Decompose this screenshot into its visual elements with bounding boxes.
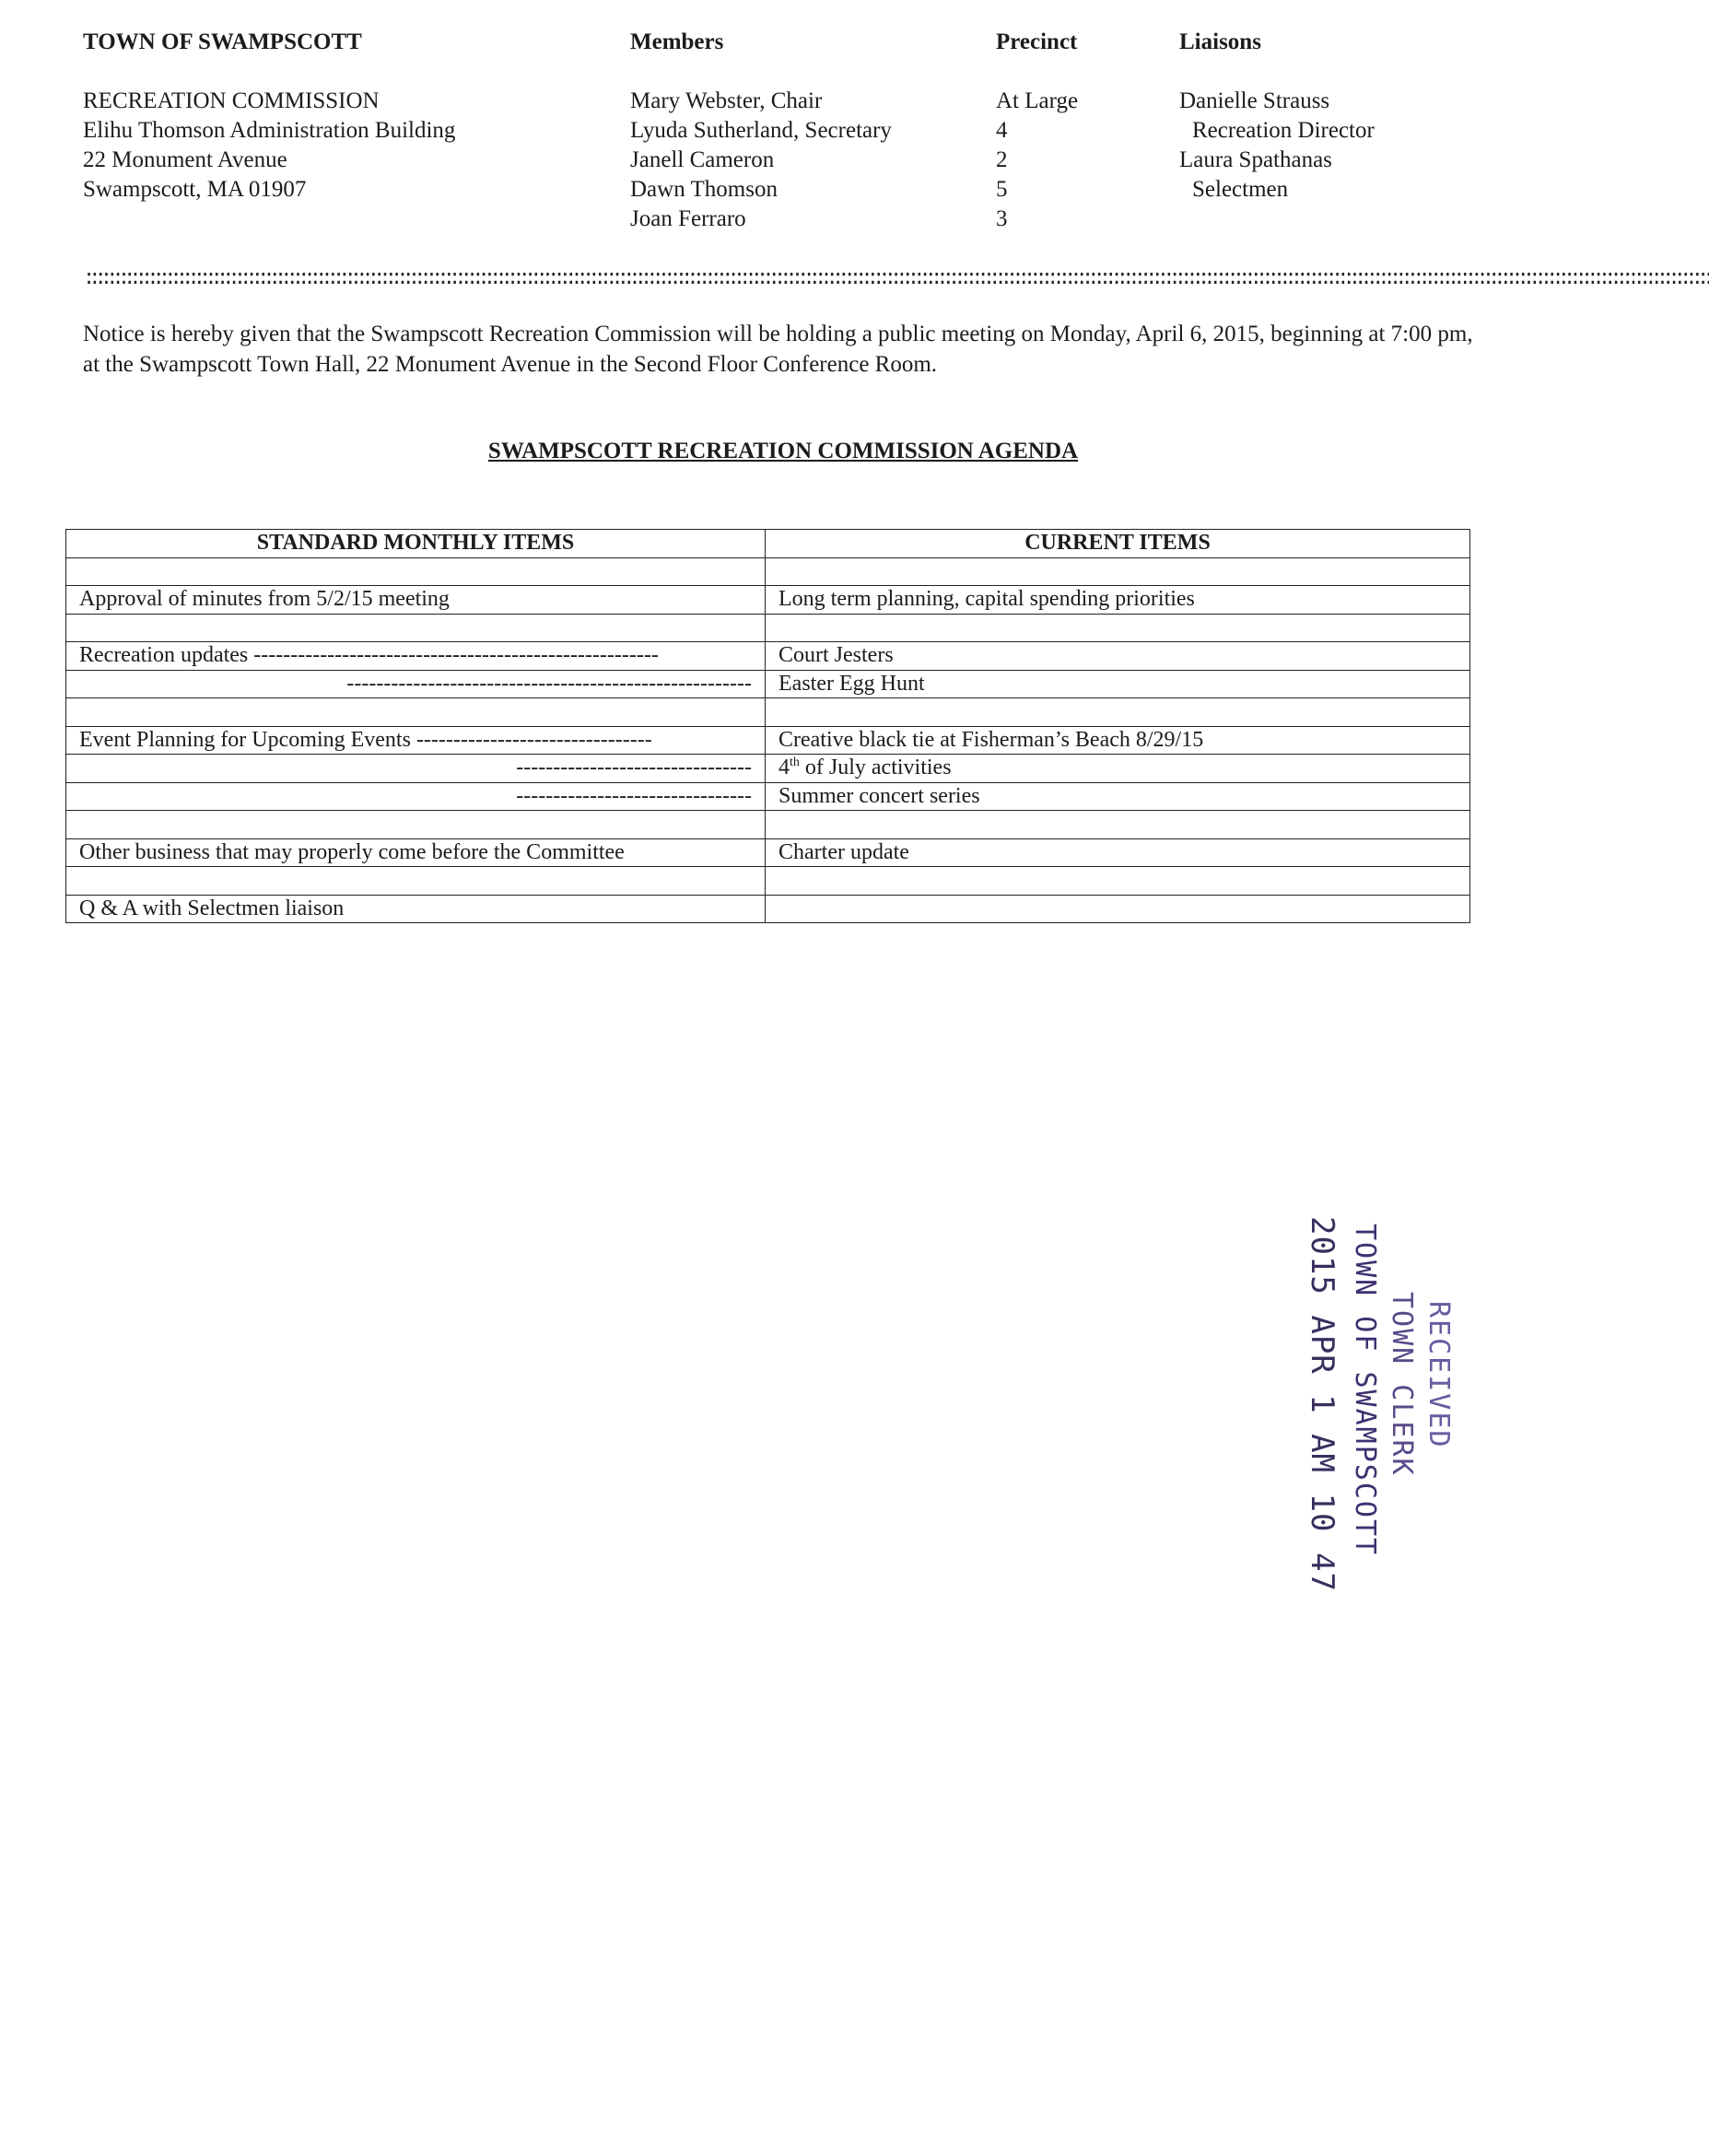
stamp-line: 2015 APR 1 AM 10 47 (1304, 1216, 1340, 1592)
header-liaisons (1179, 28, 1474, 205)
table-row (66, 782, 1470, 811)
town-name: TOWN OF SWAMPSCOTT (83, 29, 362, 54)
table-row (66, 755, 1470, 783)
member-name: Lyuda Sutherland, Secretary (630, 118, 892, 143)
current-item: Long term planning, capital spending priorities (766, 586, 1470, 615)
current-item (766, 895, 1470, 923)
current-item (766, 755, 1470, 783)
standard-item: Approval of minutes from 5/2/15 meeting (66, 586, 766, 615)
table-row (66, 867, 1470, 896)
table-row (66, 586, 1470, 615)
header-left (83, 28, 599, 205)
current-item (766, 614, 1470, 642)
agenda-title: SWAMPSCOTT RECREATION COMMISSION AGENDA (487, 439, 1079, 463)
stamp-line: TOWN OF SWAMPSCOTT (1349, 1224, 1381, 1557)
standard-item: Recreation updates ------------------------------------------------------- (66, 642, 766, 671)
current-item (766, 867, 1470, 896)
current-item: Creative black tie at Fisherman’s Beach 8/29/15 (766, 726, 1470, 755)
standard-item: -------------------------------- (66, 782, 766, 811)
address-line: RECREATION COMMISSION (83, 88, 380, 113)
address-line: Elihu Thomson Administration Building (83, 118, 456, 143)
ordinal-suffix: th (790, 756, 800, 770)
stamp-line: RECEIVED (1422, 1301, 1455, 1449)
liaisons-heading: Liaisons (1179, 29, 1261, 54)
standard-item (66, 811, 766, 839)
standard-item (66, 698, 766, 727)
current-item: Summer concert series (766, 782, 1470, 811)
liaison-role: Selectmen (1192, 177, 1289, 202)
table-row (66, 698, 1470, 727)
members-heading: Members (630, 29, 724, 54)
current-item-number: 4 (778, 756, 790, 780)
header-members (630, 28, 980, 234)
agenda-header-row (66, 530, 1470, 558)
table-row (66, 614, 1470, 642)
address-line: 22 Monument Avenue (83, 147, 287, 172)
current-item: Charter update (766, 838, 1470, 867)
table-row (66, 895, 1470, 923)
standard-item: Q & A with Selectmen liaison (66, 895, 766, 923)
column-header-standard: STANDARD MONTHLY ITEMS (66, 530, 766, 558)
liaison-name: Laura Spathanas (1179, 147, 1332, 172)
table-row (66, 838, 1470, 867)
table-row (66, 557, 1470, 586)
standard-item (66, 867, 766, 896)
table-row (66, 670, 1470, 698)
current-item: Easter Egg Hunt (766, 670, 1470, 698)
stamp-graphic (1235, 1216, 1456, 1592)
standard-item: -------------------------------- (66, 755, 766, 783)
received-stamp (1235, 1216, 1456, 1592)
table-row (66, 642, 1470, 671)
standard-item: Other business that may properly come before the Committee (66, 838, 766, 867)
standard-item: ------------------------------------------------------- (66, 670, 766, 698)
member-name: Joan Ferraro (630, 206, 746, 231)
precinct-heading: Precinct (996, 29, 1078, 54)
stamp-line: TOWN CLERK (1386, 1292, 1418, 1477)
table-row (66, 726, 1470, 755)
current-item (766, 698, 1470, 727)
meeting-notice: Notice is hereby given that the Swampscott Recreation Commission will be holding a public meeting on Monday, April 6, 2015, beginning at 7:00 pm, at the Swampscott Town Hall, 22 Monument Avenue in the Second Floor Conference Room. (83, 322, 1473, 377)
column-header-current: CURRENT ITEMS (766, 530, 1470, 558)
precinct-value: 3 (996, 206, 1008, 231)
member-name: Mary Webster, Chair (630, 88, 823, 113)
standard-item (66, 557, 766, 586)
standard-item: Event Planning for Upcoming Events -------------------------------- (66, 726, 766, 755)
liaison-name: Danielle Strauss (1179, 88, 1330, 113)
precinct-value: 4 (996, 118, 1008, 143)
standard-item (66, 614, 766, 642)
member-name: Dawn Thomson (630, 177, 778, 202)
precinct-value: 5 (996, 177, 1008, 202)
precinct-value: 2 (996, 147, 1008, 172)
current-item (766, 557, 1470, 586)
liaison-role: Recreation Director (1192, 118, 1375, 143)
member-name: Janell Cameron (630, 147, 775, 172)
dotted-divider: :::::::::::::::::::::::::::::::::::::::::::::::::::::::::::::::::::::::::::::::::::::::::::::::::::::::::::::::::::::::::::::::::::::::::::::::::::::::::::::::::::::::::::::::::::::::::::::::::::::::::::::::::::::::::::::::::::::::::::::::::::::::::::::::::::::::::::::::::::::::: (83, 267, 1709, 290)
precinct-value: At Large (996, 88, 1079, 113)
address-line: Swampscott, MA 01907 (83, 177, 307, 202)
header-precinct (996, 28, 1162, 234)
current-item-text: of July activities (799, 756, 952, 780)
current-item (766, 811, 1470, 839)
table-row (66, 811, 1470, 839)
agenda-table (65, 529, 1470, 923)
current-item: Court Jesters (766, 642, 1470, 671)
